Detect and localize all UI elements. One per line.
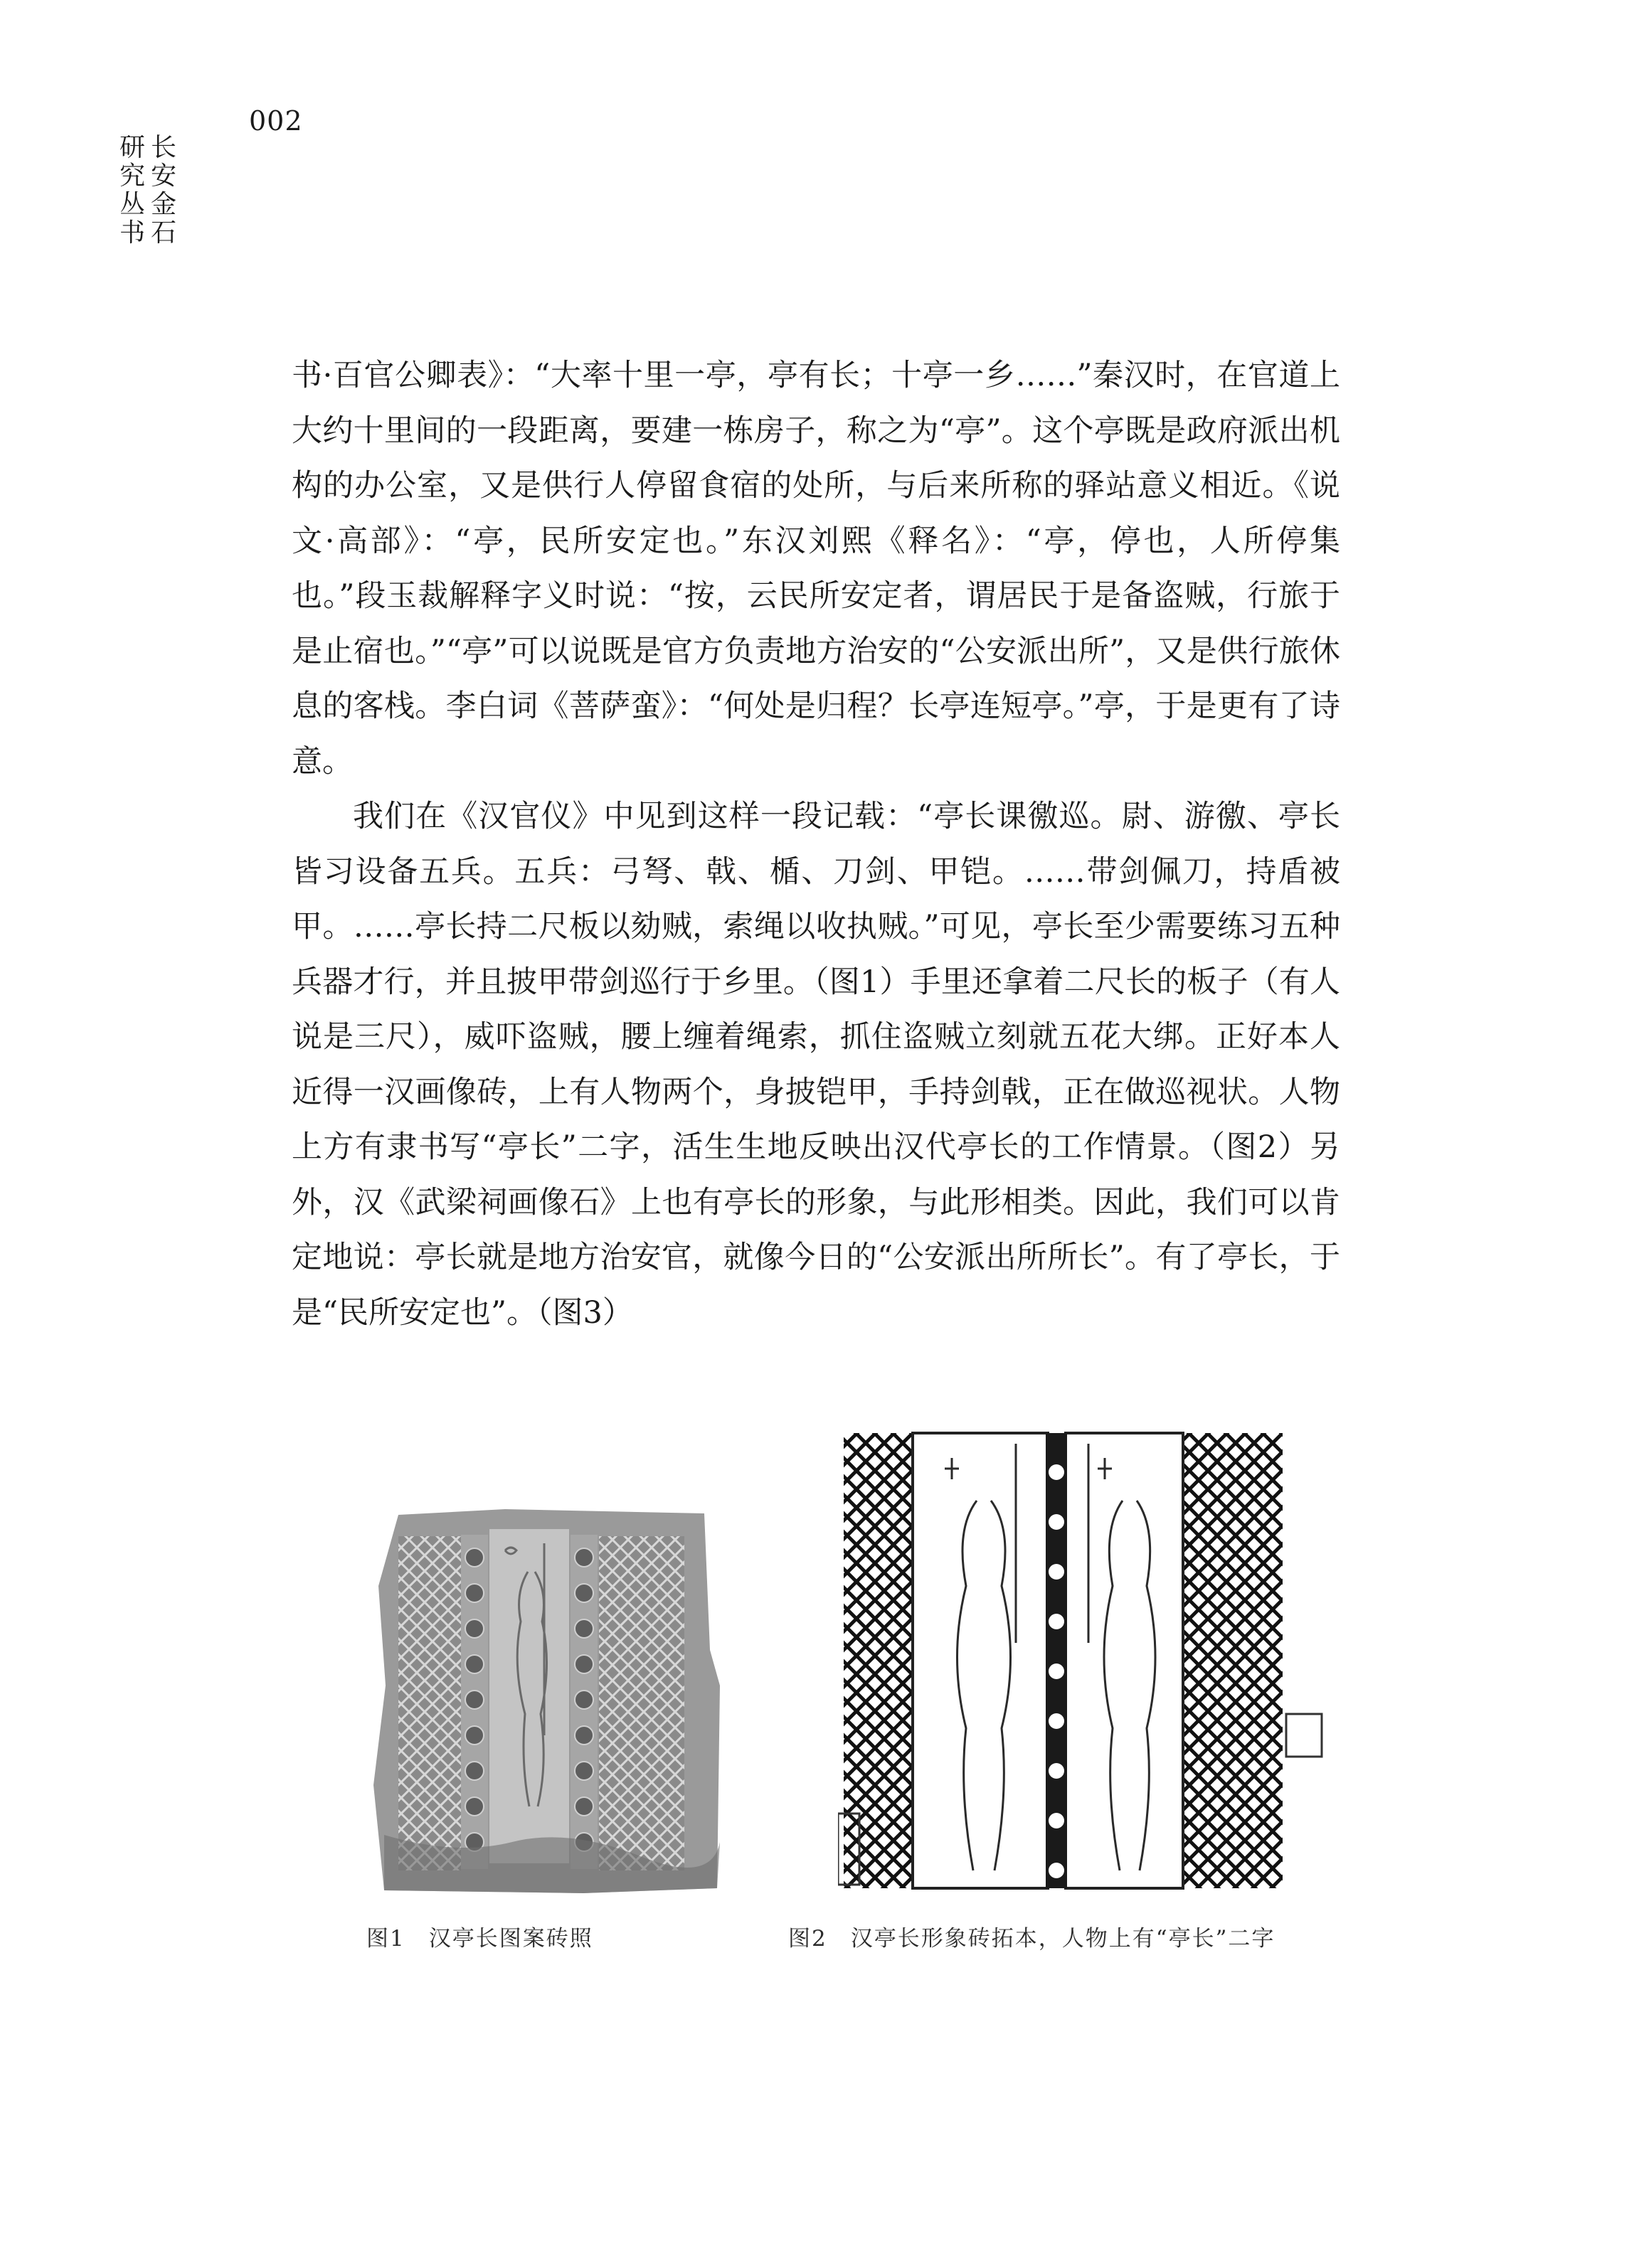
series-title-char: 丛 xyxy=(119,190,145,219)
series-title-char: 长 xyxy=(150,133,176,162)
figure-1-caption: 图1 汉亭长图案砖照 xyxy=(366,1926,593,1952)
series-title-char: 安 xyxy=(150,161,176,191)
figure-2-rubbing xyxy=(838,1415,1336,1913)
series-title-char: 究 xyxy=(119,161,145,191)
figure-2-caption: 图2 汉亭长形象砖拓本，人物上有“亭长”二字 xyxy=(788,1926,1275,1952)
paragraph-1: 书·百官公卿表》：“大率十里一亭，亭有长；十亭一乡……”秦汉时，在官道上大约十里间的一段距离，要建一栋房子，称之为“亭”。这个亭既是政府派出机构的办公室，又是供行人停留食宿的处所，与后来所称的驿站意义相近。《说文·高部》：“亭，民所安定也。”东汉刘熙《释名》：“亭，停也，人所停集也。”段玉裁解释字义时说：“按，云民所安定者，谓居民于是备盗贼，行旅于是止宿也。”“亭”可以说既是官方负责地方治安的“公安派出所”，又是供行旅休息的客栈。李白词《菩萨蛮》：“何处是归程？长亭连短亭。”亭，于是更有了诗意。 xyxy=(292,358,1340,779)
figure-1-brick-photo xyxy=(370,1501,726,1906)
series-title-column-2 xyxy=(118,134,147,247)
series-title-column-1 xyxy=(149,134,178,247)
series-title-char: 石 xyxy=(150,218,176,247)
body-text xyxy=(292,348,1340,1341)
series-title xyxy=(118,134,178,247)
paragraph-2: 我们在《汉官仪》中见到这样一段记载：“亭长课徼巡。尉、游徼、亭长皆习设备五兵。五兵：弓弩、戟、楯、刀剑、甲铠。……带剑佩刀，持盾被甲。……亭长持二尺板以劾贼，索绳以收执贼。”可见，亭长至少需要练习五种兵器才行，并且披甲带剑巡行于乡里。（图1）手里还拿着二尺长的板子（有人说是三尺），威吓盗贼，腰上缠着绳索，抓住盗贼立刻就五花大绑。正好本人近得一汉画像砖，上有人物两个，身披铠甲，手持剑戟，正在做巡视状。人物上方有隶书写“亭长”二字，活生生地反映出汉代亭长的工作情景。（图2）另外，汉《武梁祠画像石》上也有亭长的形象，与此形相类。因此，我们可以肯定地说：亭长就是地方治安官，就像今日的“公安派出所所长”。有了亭长，于是“民所安定也”。（图3） xyxy=(292,799,1340,1331)
page-number: 002 xyxy=(249,105,303,137)
series-title-char: 研 xyxy=(119,133,145,162)
series-title-char: 书 xyxy=(119,218,145,247)
series-title-char: 金 xyxy=(150,190,176,219)
